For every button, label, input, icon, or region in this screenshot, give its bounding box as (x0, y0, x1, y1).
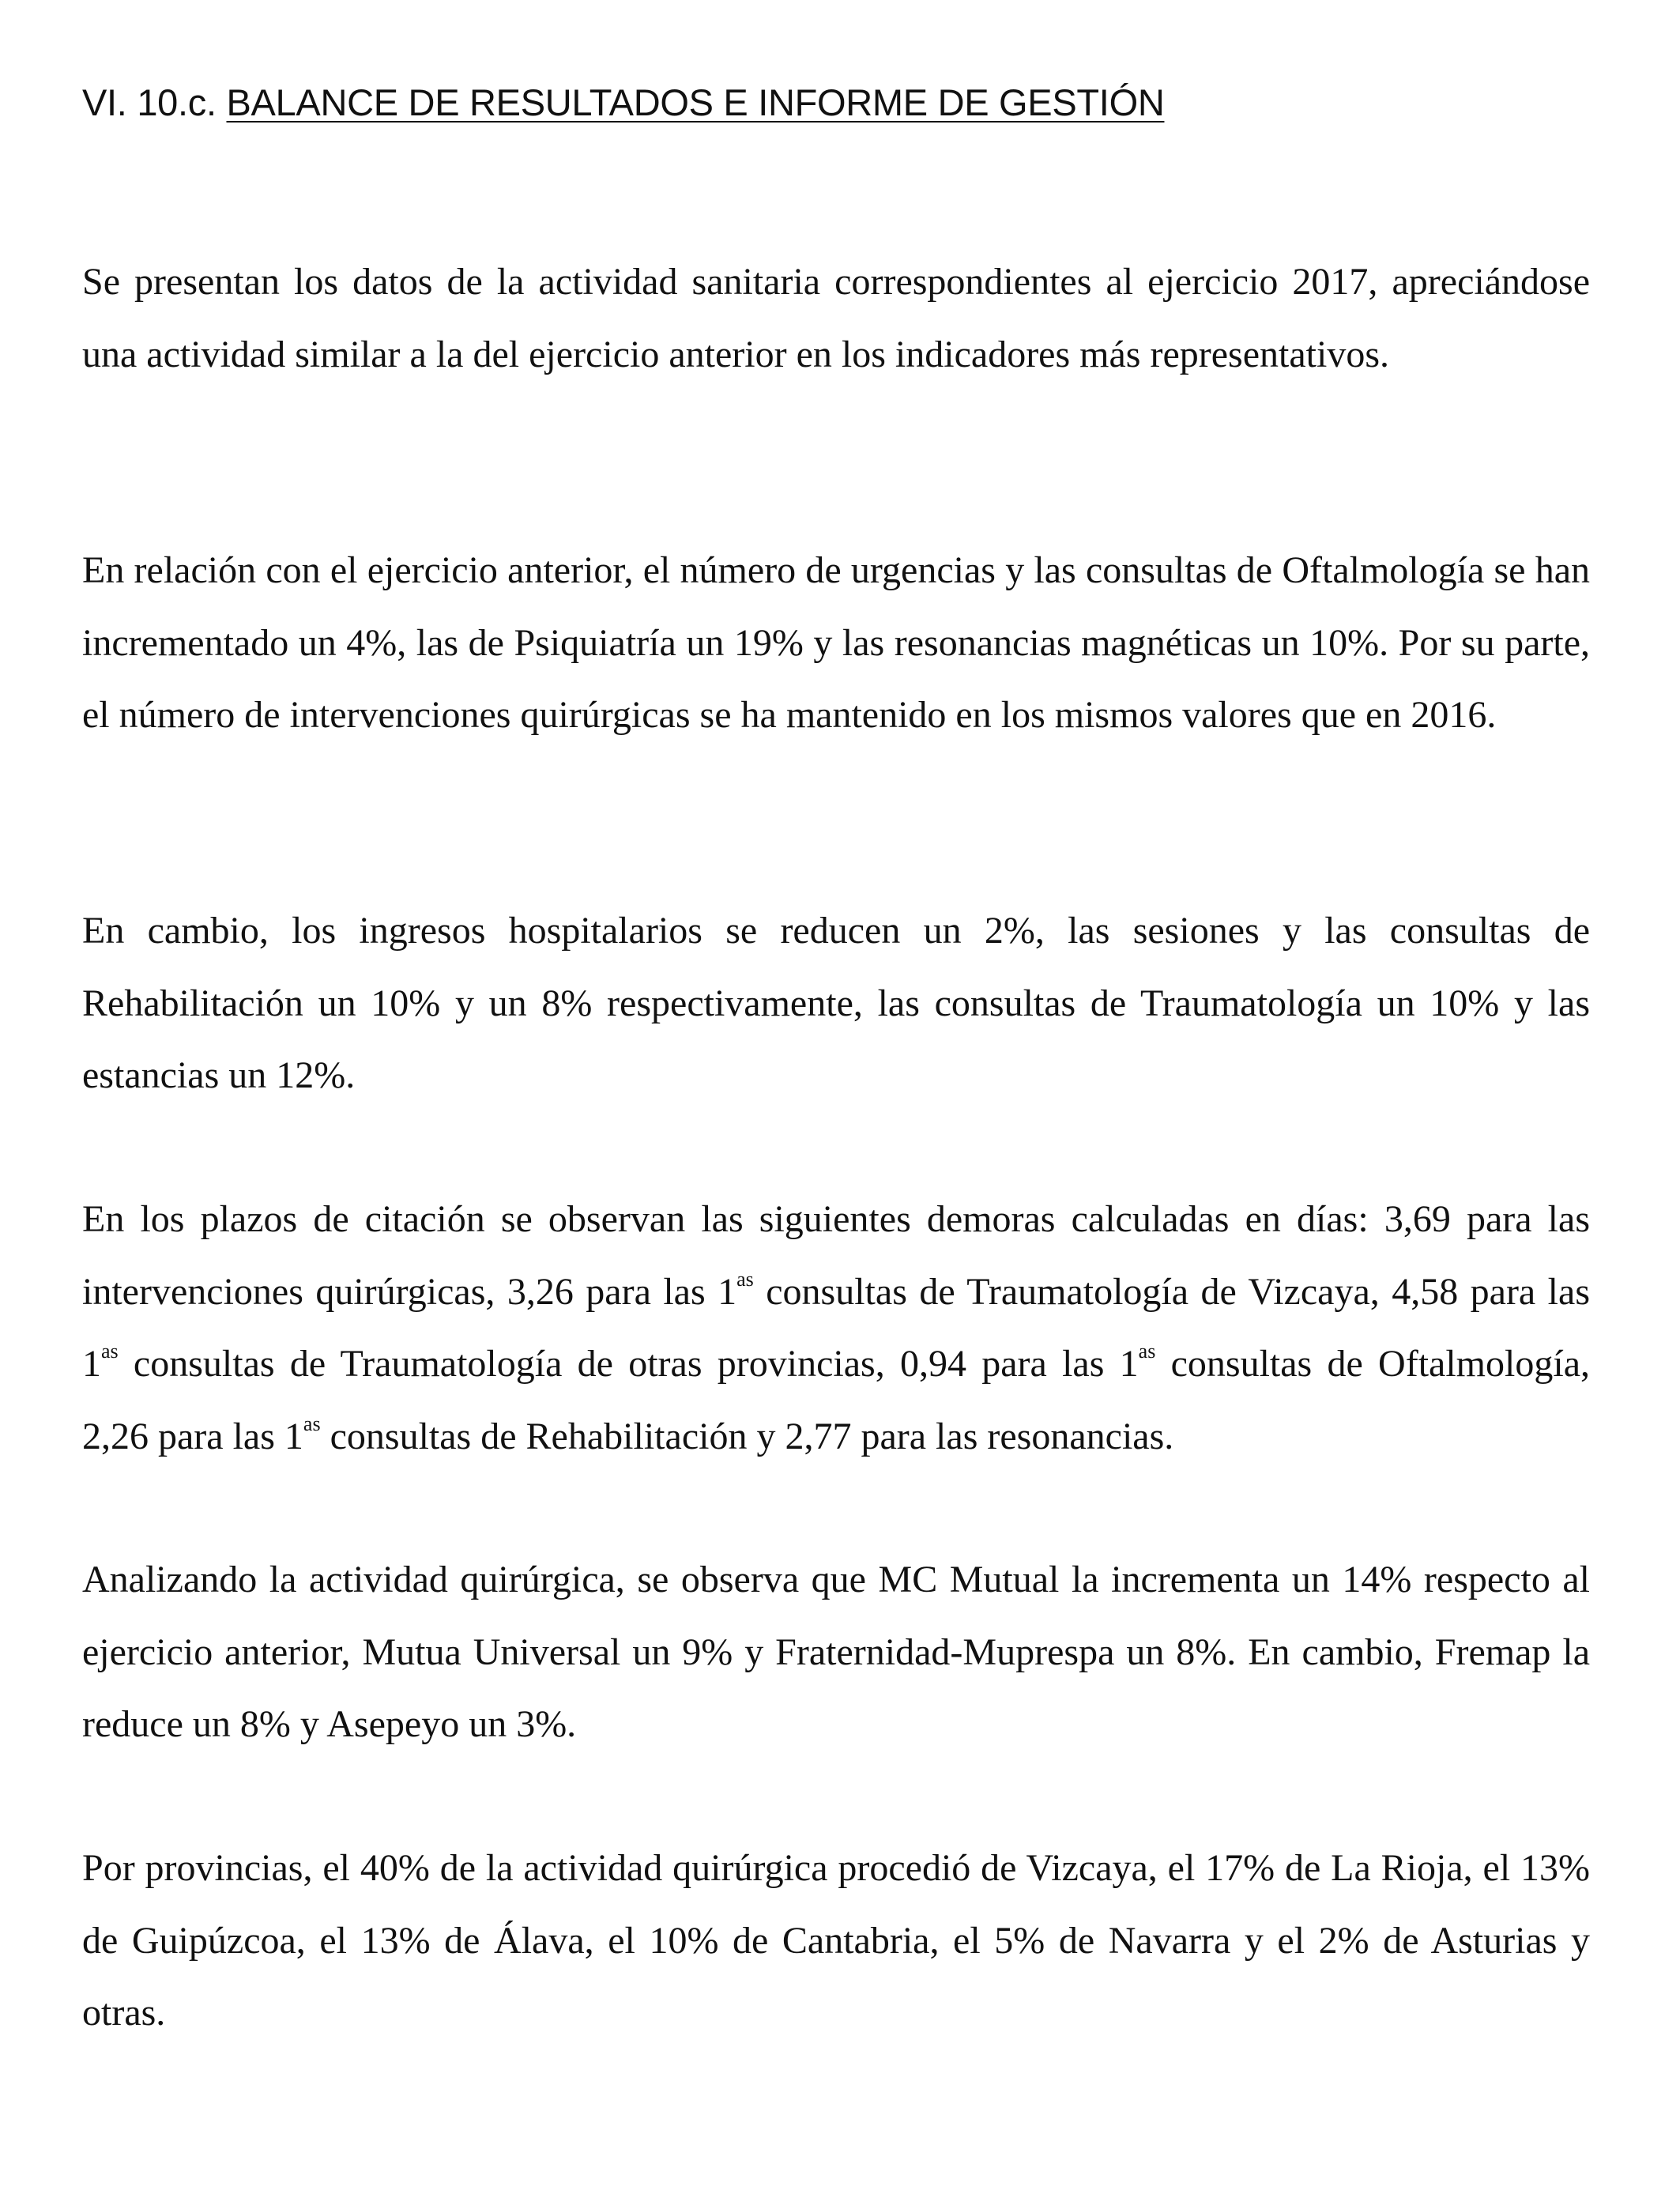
paragraph-decreases: En cambio, los ingresos hospitalarios se reducen un 2%, las sesiones y las consultas de Rehabilitación un 10% y un 8% respectivamente, las consultas de Traumatología un 10% y las estancias un 12%. (82, 910, 1590, 1096)
paragraph-appointment-delays (82, 1183, 1590, 1472)
delays-text-1: En los plazos de citación se observan las siguientes demoras calculadas en días: 3,69 para las intervenciones quirúrgicas, 3,26 para las 1 (82, 1198, 1590, 1313)
delays-text-2: consultas de Traumatología de Vizcaya, 4,58 para las 1 (82, 1270, 1590, 1385)
paragraph-surgical-activity-mutuas: Analizando la actividad quirúrgica, se observa que MC Mutual la incrementa un 14% respecto al ejercicio anterior, Mutua Universal un 9% y Fraternidad-Muprespa un 8%. En cambio, Fremap la reduce un 8% y Asepeyo un 3%. (82, 1559, 1590, 1745)
ordinal-superscript: as (1138, 1340, 1156, 1363)
ordinal-superscript: as (303, 1412, 321, 1435)
section-number: VI. 10.c. (82, 81, 217, 123)
section-title: BALANCE DE RESULTADOS E INFORME DE GESTIÓN (226, 81, 1165, 123)
paragraph-surgical-activity-provinces: Por provincias, el 40% de la actividad quirúrgica procedió de Vizcaya, el 17% de La Rioja, el 13% de Guipúzcoa, el 13% de Álava, el 10% de Cantabria, el 5% de Navarra y el 2% de Asturias y otras. (82, 1847, 1590, 2034)
ordinal-superscript: as (101, 1340, 119, 1363)
ordinal-superscript: as (736, 1267, 754, 1291)
paragraph-activity-summary: Se presentan los datos de la actividad sanitaria correspondientes al ejercicio 2017, apreciándose una actividad similar a la del ejercicio anterior en los indicadores más representativos. (82, 261, 1590, 375)
paragraph-increases: En relación con el ejercicio anterior, el número de urgencias y las consultas de Oftalmología se han incrementado un 4%, las de Psiquiatría un 19% y las resonancias magnéticas un 10%. Por su parte, el número de intervenciones quirúrgicas se ha mantenido en los mismos valores que en 2016. (82, 549, 1590, 736)
delays-text-4: consultas de Oftalmología, 2,26 para las 1 (82, 1343, 1590, 1457)
delays-text-3: consultas de Traumatología de otras provincias, 0,94 para las 1 (118, 1343, 1139, 1385)
delays-text-5: consultas de Rehabilitación y 2,77 para las resonancias. (320, 1415, 1174, 1457)
section-heading (82, 79, 1164, 126)
